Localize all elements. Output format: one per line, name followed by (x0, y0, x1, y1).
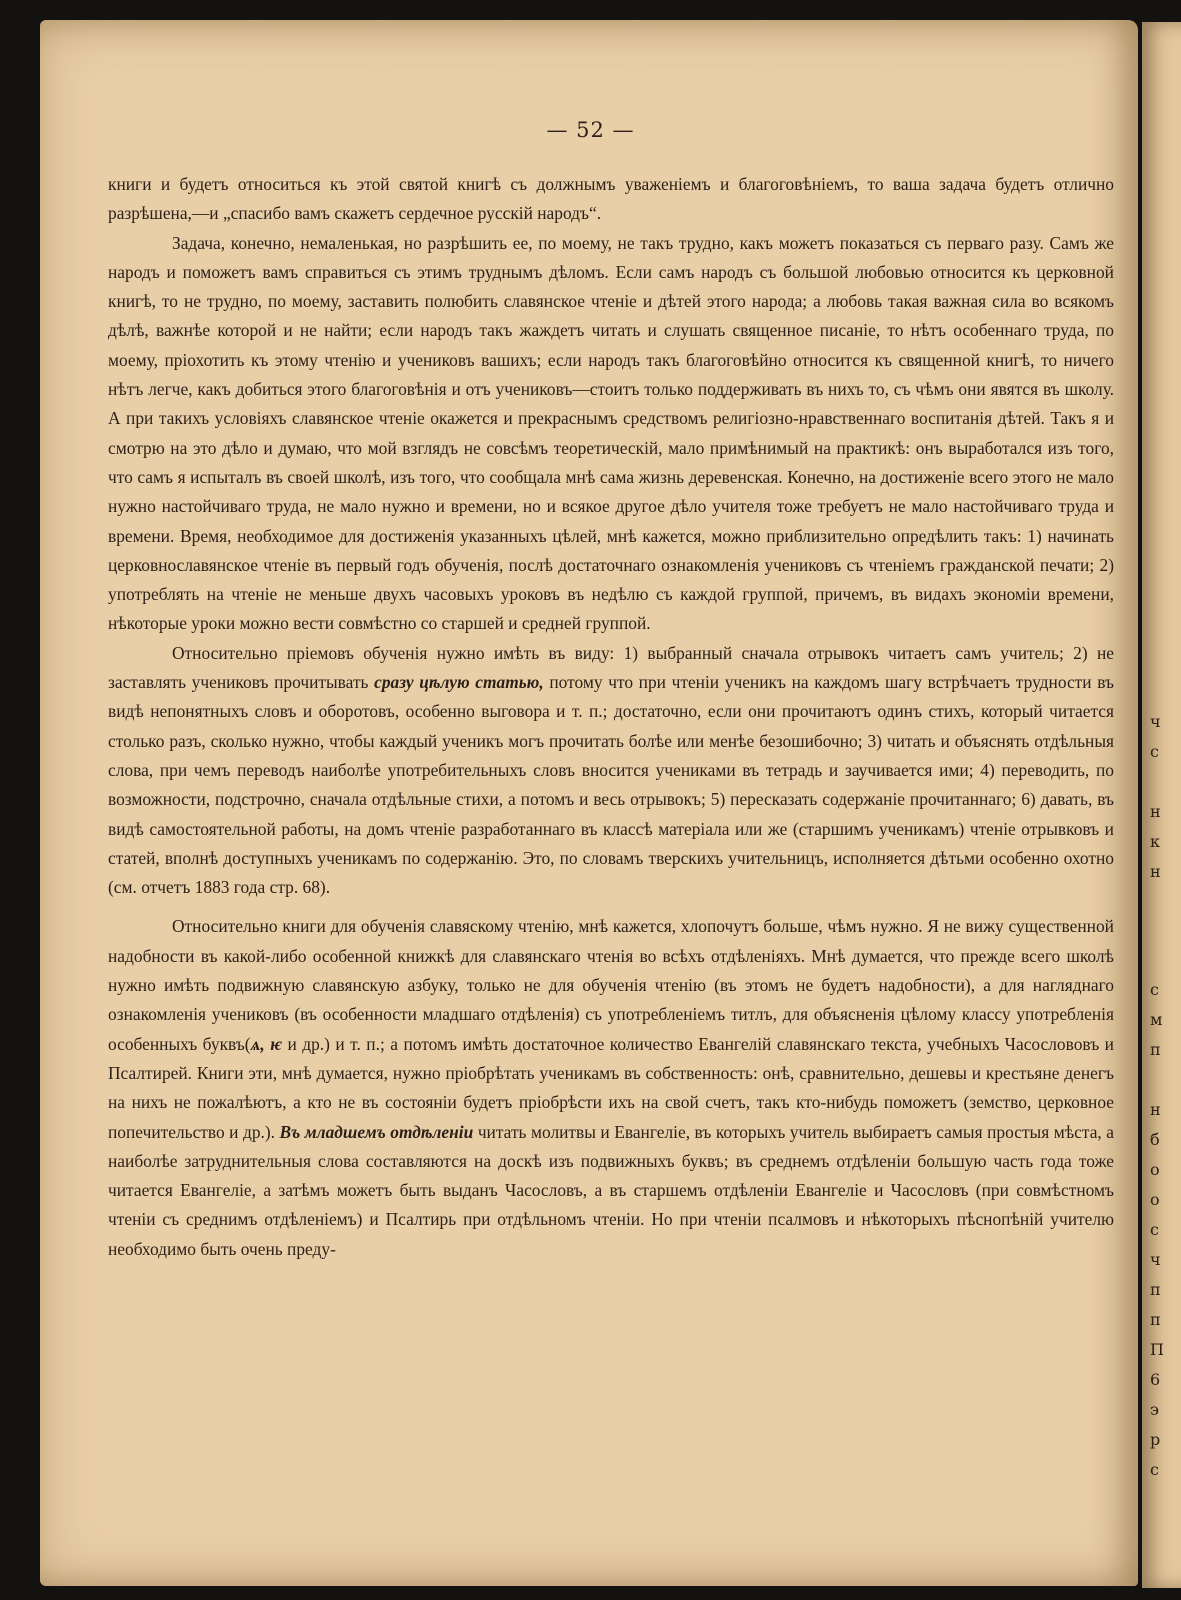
fragment: с (1150, 1460, 1159, 1479)
emphasis: сразу цѣлую статью, (374, 672, 544, 693)
fragment: п (1150, 1280, 1161, 1299)
fragment: с (1150, 980, 1159, 999)
paragraph-text: и др.) и т. п.; а потомъ имѣть достаточное количество Евангелій славянскаго текста, учебныхъ Часослововъ и Псалтирей. Книги эти, мнѣ думается, нужно пріобрѣтать ученикамъ въ собственность: онѣ, сравнительно, дешевы и крестьяне денегъ на нихъ не пожалѣютъ, а кто не въ состояніи будетъ пріобрѣсти ихъ на свой счетъ, такъ кто-нибудь поможетъ (земство, церковное попечительство и др.). (108, 1033, 1114, 1142)
fragment: п (1150, 1310, 1161, 1329)
fragment: н (1150, 862, 1161, 881)
fragment: ч (1150, 712, 1161, 731)
fragment: м (1150, 1010, 1163, 1029)
adjacent-page-edge (1142, 22, 1181, 1588)
emphasis: ѧ, ѥ (250, 1033, 282, 1054)
paragraph: Задача, конечно, немаленькая, но разрѣшить ее, по моему, не такъ трудно, какъ можетъ показаться съ перваго разу. Самъ же народъ и поможетъ вамъ справиться съ этимъ труднымъ дѣломъ. Если самъ народъ съ большой любовью относится къ церковной книгѣ, то не трудно, по моему, заставить полюбить славянское чтеніе и дѣтей этого народа; а любовь такая важная сила во всякомъ дѣлѣ, важнѣе которой и не найти; если народъ такъ жаждетъ читать и слушать священное писаніе, то нѣтъ особеннаго труда, по моему, пріохотить къ этому чтенію и учениковъ вашихъ; если народъ такъ благоговѣйно относится къ священной книгѣ, то ничего нѣтъ легче, какъ добиться этого благоговѣнія и отъ учениковъ—стоитъ только поддерживать въ нихъ то, съ чѣмъ они явятся въ школу. А при такихъ условіяхъ славянское чтеніе окажется и прекраснымъ средствомъ религіозно-нравственнаго воспитанія дѣтей. Такъ я и смотрю на это дѣло и думаю, что мой взглядъ не совсѣмъ теоретическій, мало примѣнимый на практикѣ: онъ выработался изъ того, что самъ я испыталъ въ своей школѣ, изъ того, что сообщала мнѣ сама жизнь деревенская. Конечно, на достиженіе всего этого не мало нужно настойчиваго труда, не мало нужно и времени, но и всякое другое дѣло учителя тоже требуетъ не мало настойчиваго труда и времени. Время, необходимое для достиженія указанныхъ цѣлей, мнѣ кажется, можно приблизительно опредѣлить такъ: 1) начинать церковнославянское чтеніе въ первый годъ обученія, послѣ достаточнаго ознакомленія учениковъ съ чтеніемъ гражданской печати; 2) употреблять на чтеніе не меньше двухъ часовыхъ уроковъ въ недѣлю съ каждой группой, причемъ, въ видахъ экономіи времени, нѣкоторые уроки можно вести совмѣстно со старшей и средней группой. (108, 232, 1114, 634)
fragment: к (1150, 832, 1160, 851)
paragraph-reading-methods (108, 639, 1114, 903)
fragment: п (1150, 1040, 1161, 1059)
fragment: 6 (1150, 1370, 1161, 1389)
fragment: н (1150, 1100, 1161, 1119)
emphasis: Въ младшемъ отдѣленіи (279, 1121, 474, 1142)
fragment: ч (1150, 1250, 1161, 1269)
fragment: о (1150, 1190, 1160, 1209)
page-number: — 52 — (546, 118, 635, 142)
fragment: р (1150, 1430, 1161, 1449)
paragraph-text: потому что при чтеніи ученикъ на каждомъ шагу встрѣчаетъ трудности въ видѣ непонятныхъ словъ и оборотовъ, особенно выговора и т. п.; достаточно, если они прочитаютъ одинъ стихъ, который читается столько разъ, сколько нужно, чтобы каждый ученикъ могъ прочитать болѣе или менѣе безошибочно; 3) читать и объяснять отдѣльныя слова, при чемъ переводъ наиболѣе употребительныхъ словъ вносится учениками въ тетрадь и заучивается ими; 4) переводить, по возможности, подстрочно, сначала отдѣльные стихи, а потомъ и весь отрывокъ; 5) пересказать содержаніе прочитаннаго; 6) давать, въ видѣ самостоятельной работы, на домъ чтеніе разработаннаго въ классѣ матеріала или же (старшимъ ученикамъ) чтеніе отрывковъ и статей, вполнѣ доступныхъ ученикамъ по содержанію. Это, по словамъ тверскихъ учительницъ, исполняется дѣтьми особенно охотно (см. отчетъ 1883 года стр. 68). (108, 672, 1114, 898)
fragment: н (1150, 802, 1161, 821)
fragment: э (1150, 1400, 1159, 1419)
paragraph-text: Относительно книги для обученія славяскому чтенію, мнѣ кажется, хлопочутъ больше, чѣмъ нужно. Я не вижу существенной надобности въ какой-либо особенной книжкѣ для славянскаго чтенія во всѣхъ отдѣленіяхъ. Мнѣ думается, что прежде всего школѣ нужно имѣть подвижную славянскую азбуку, только не для обученія чтенію (въ этомъ не будетъ надобности), а для нагляднаго ознакомленія учениковъ (въ особенности младшаго отдѣленія) съ употребленіемъ титлъ, для объясненія цѣлому классу употребленія особенныхъ буквъ( (108, 916, 1114, 1054)
paragraph-books (108, 912, 1114, 1264)
fragment: с (1150, 742, 1159, 761)
fragment: с (1150, 1220, 1159, 1239)
fragment: б (1150, 1130, 1160, 1149)
page-body (108, 170, 1114, 1264)
fragment: П (1150, 1340, 1164, 1359)
paragraph-text: читать молитвы и Евангеліе, въ которыхъ учитель выбираетъ самыя простыя мѣста, а наиболѣе затруднительныя слова составляются на доскѣ изъ подвижныхъ буквъ; въ среднемъ отдѣленіи большую часть года тоже читается Евангеліе, а затѣмъ можетъ быть выданъ Часословъ, а въ старшемъ отдѣленіи Евангеліе и Часословъ (при совмѣстномъ чтеніи съ среднимъ отдѣленіемъ) и Псалтирь при отдѣльномъ чтеніи. Но при чтеніи псалмовъ и нѣкоторыхъ пѣснопѣній учителю необходимо быть очень преду- (108, 1121, 1114, 1259)
paragraph-text: Относительно пріемовъ обученія нужно имѣть въ виду: 1) выбранный сначала отрывокъ читаетъ самъ учитель; 2) не заставлять учениковъ прочитывать (108, 642, 1114, 693)
fragment: о (1150, 1160, 1160, 1179)
paragraph-continuation: книги и будетъ относиться къ этой святой книгѣ съ должнымъ уваженіемъ и благоговѣніемъ, то ваша задача будетъ отлично разрѣшена,—и „спасибо вамъ скажетъ сердечное русскій народъ“. (108, 174, 1114, 224)
